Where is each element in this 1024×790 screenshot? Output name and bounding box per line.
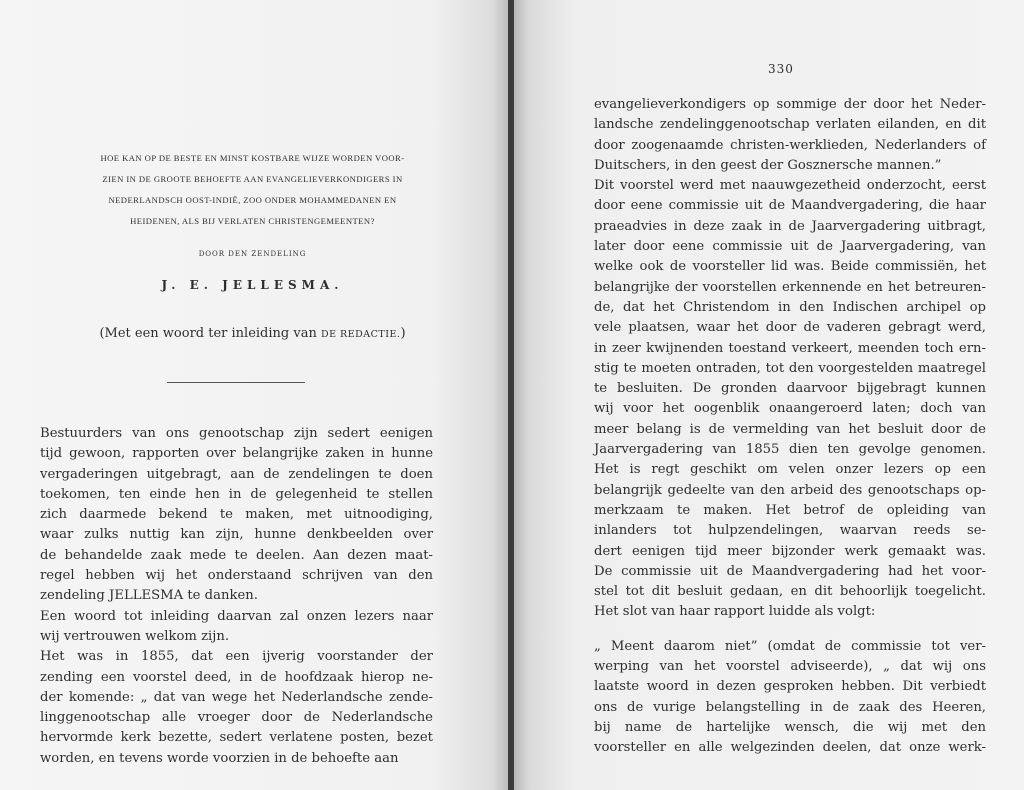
heading-line: NEDERLANDSCH OOST-INDIË, ZOO ONDER MOHAMMEDANEN EN <box>108 195 397 205</box>
text-line: Bestuurders van ons genootschap zijn sedert eenigen <box>40 426 433 441</box>
text-line: Dit voorstel werd met naauwgezetheid onderzocht, eerst <box>594 178 986 194</box>
page-number: 330 <box>768 62 794 76</box>
intro-note <box>40 326 465 341</box>
text-line: praeadvies in deze zaak in de Jaarvergadering uitbragt, <box>594 218 986 234</box>
text-line: hervormde kerk bezette, sedert verlatene posten, bezet <box>40 730 433 746</box>
text-line: inlanders tot hulpzendelingen, waarvan reeds se- <box>594 523 986 539</box>
text-line: door zoogenaamde christen-werklieden, Nederlanders of <box>594 137 986 153</box>
text-line: „ Meent daarom niet” (omdat de commissie tot ver- <box>594 638 986 654</box>
text-line: dert eenigen tijd meer bijzonder werk gemaakt was. <box>594 543 986 559</box>
text-line: Jaarvergadering van 1855 dien ten gevolge genomen. <box>594 442 986 458</box>
text-line: tijd gewoon, rapporten over belangrijke zaken in hunne <box>40 446 433 462</box>
text-line: de behandelde zaak mede te deelen. Aan dezen maat- <box>40 547 433 563</box>
text-line: landsche zendelinggenootschap verlaten eilanden, en dit <box>594 117 986 133</box>
text-line: Het was in 1855, dat een ijverig voorstander der <box>40 649 433 665</box>
author-name: J. E. JELLESMA. <box>161 278 344 292</box>
left-page <box>0 0 508 790</box>
divider-rule <box>167 382 305 383</box>
text-line: Een woord tot inleiding daarvan zal onzen lezers naar <box>40 608 433 624</box>
text-line: toekomen, ten einde hen in de gelegenheid te stellen <box>40 486 433 502</box>
text-line: regel hebben wij het onderstaand schrijven van den <box>40 568 433 584</box>
text-line: later door eene commissie uit de Jaarvergadering, van <box>594 239 986 255</box>
text-line: Het is regt geschikt om velen onzer lezers op een <box>594 462 986 478</box>
text-line: worden, en tevens worde voorzien in de behoefte aan <box>40 750 399 766</box>
text-line: Duitschers, in den geest der Gosznersche mannen.” <box>594 157 942 173</box>
heading-line: ZIEN IN DE GROOTE BEHOEFTE AAN EVANGELIEVERKONDIGERS IN <box>102 174 403 184</box>
text-line: zending een voorstel deed, in de hoofdzaak hierop ne- <box>40 669 433 685</box>
text-line: in zeer kwijnenden toestand verkeert, meenden toch ern- <box>594 340 986 356</box>
byline: DOOR DEN ZENDELING <box>198 250 307 258</box>
text-line: stig te moeten ontraden, tot den voorgestelden maatregel <box>594 360 986 376</box>
intro-suffix: ) <box>400 326 406 341</box>
right-body-text <box>594 95 986 759</box>
text-line: merkzaam te maken. Het betrof de opleiding van <box>594 502 986 518</box>
text-line: door eene commissie uit de Maandvergadering, die haar <box>594 198 986 214</box>
text-line: Het slot van haar rapport luidde als volgt: <box>594 604 876 620</box>
text-line: stel tot dit besluit gedaan, en dit behoorlijk toegelicht. <box>594 584 986 600</box>
text-line: vele plaatsen, waar het door de vaderen gebragt werd, <box>594 320 986 336</box>
heading-line: HOE KAN OP DE BESTE EN MINST KOSTBARE WIJZE WORDEN VOOR- <box>100 153 405 163</box>
left-body-text <box>40 424 433 769</box>
text-line: evangelieverkondigers op sommige der door het Neder- <box>594 97 986 112</box>
text-line: der komende: „ dat van wege het Nederlandsche zende- <box>40 689 433 705</box>
text-line: vergaderingen uitgebragt, aan de zendelingen te doen <box>40 466 433 482</box>
text-line: welke ook de voorsteller lid was. Beide commissiën, het <box>594 259 986 275</box>
text-line: laatste woord in dezen gesproken hebben. Dit verbiedt <box>594 679 986 695</box>
text-line: de, dat het Christendom in den Indischen archipel op <box>594 299 986 315</box>
intro-caps: DE REDACTIE. <box>320 329 401 340</box>
text-line: belangrijke der voorstellen erkennende en het betreuren- <box>594 279 986 295</box>
text-line: werping van het voorstel adviseerde), „ dat wij ons <box>594 659 986 675</box>
text-line: zendeling JELLESMA te danken. <box>40 588 258 604</box>
text-line: bij name de hartelijke wensch, die wij met den <box>594 719 986 735</box>
text-line: belangrijk gedeelte van den arbeid des genootschaps op- <box>594 482 986 498</box>
article-heading <box>40 148 465 232</box>
text-line: wij voor het oogenblik onaangeroerd laten; doch van <box>594 401 986 417</box>
text-line: waar zulks nuttig kan zijn, hunne denkbeelden over <box>40 527 433 543</box>
text-line: wij vertrouwen welkom zijn. <box>40 628 230 644</box>
text-line: te besluiten. De gronden daarvoor bijgebragt kunnen <box>594 381 986 397</box>
text-line: linggenootschap alle vroeger door de Nederlandsche <box>40 710 433 726</box>
text-line: zich daarmede bekend te maken, met uitnoodiging, <box>40 507 433 523</box>
text-line: meer belang is de vermelding van het besluit door de <box>594 421 986 437</box>
text-line: ons de vurige belangstelling in de zaak des Heeren, <box>594 699 986 715</box>
text-line: voorsteller en alle welgezinden deelen, dat onze werk- <box>594 740 986 756</box>
heading-line: HEIDENEN, ALS BIJ VERLATEN CHRISTENGEMEENTEN? <box>130 216 375 226</box>
intro-prefix: (Met een woord ter inleiding van <box>99 326 317 341</box>
text-line: De commissie uit de Maandvergadering had het voor- <box>594 563 986 579</box>
text-line <box>594 623 986 637</box>
